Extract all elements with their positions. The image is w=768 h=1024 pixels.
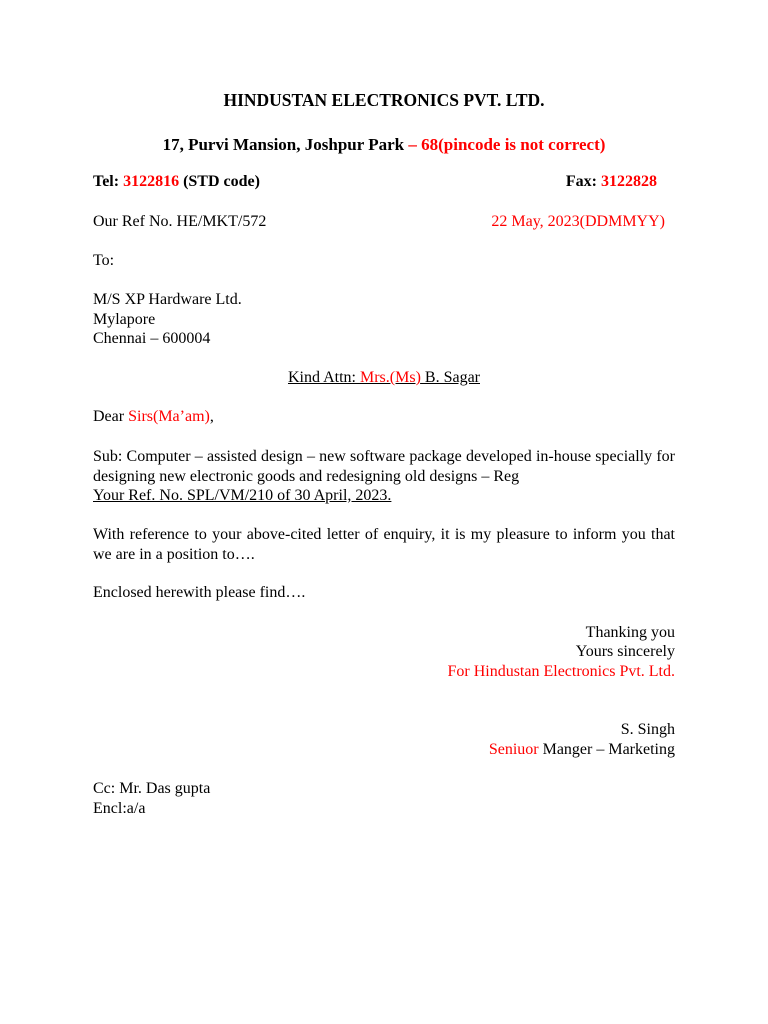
recipient-city: Chennai – 600004 bbox=[93, 330, 211, 347]
to-label: To: bbox=[93, 252, 115, 269]
reference-row bbox=[93, 212, 665, 232]
enclosure-line: Encl:a/a bbox=[93, 800, 146, 817]
signatory-designation bbox=[93, 740, 675, 760]
company-title: HINDUSTAN ELECTRONICS PVT. LTD. bbox=[223, 90, 545, 110]
address-text: 17, Purvi Mansion, Joshpur Park bbox=[162, 135, 405, 154]
subject-reference: Your Ref. No. SPL/VM/210 of 30 April, 2023. bbox=[93, 487, 392, 504]
fax-number: 3122828 bbox=[601, 173, 657, 190]
contact-row bbox=[93, 172, 657, 192]
body-paragraph-2: Enclosed herewith please find…. bbox=[93, 584, 306, 601]
tel-label: Tel: bbox=[93, 173, 124, 190]
designation-prefix: Seniuor bbox=[488, 741, 539, 758]
our-ref: Our Ref No. HE/MKT/572 bbox=[93, 213, 267, 230]
tel-number: 3122816 bbox=[123, 173, 180, 190]
company-address bbox=[0, 135, 768, 155]
salutation-suffix: , bbox=[209, 408, 214, 425]
fax-label: Fax: bbox=[565, 173, 601, 190]
closing-thanks: Thanking you bbox=[585, 624, 675, 641]
salutation-prefix: Dear bbox=[93, 408, 129, 425]
recipient-area: Mylapore bbox=[93, 311, 156, 328]
signatory-name: S. Singh bbox=[620, 721, 675, 738]
body-paragraph-1: With reference to your above-cited letter of enquiry, it is my pleasure to inform you that we are in a position to…. bbox=[93, 526, 675, 563]
recipient-name: M/S XP Hardware Ltd. bbox=[93, 291, 242, 308]
closing-company: For Hindustan Electronics Pvt. Ltd. bbox=[447, 663, 675, 680]
pincode-correction: – 68(pincode is not correct) bbox=[404, 135, 606, 154]
tel-line bbox=[93, 172, 260, 192]
salutation bbox=[93, 407, 675, 427]
designation-rest: Manger – Marketing bbox=[538, 741, 675, 758]
tel-suffix: (STD code) bbox=[179, 173, 260, 190]
attn-name: B. Sagar bbox=[420, 369, 480, 386]
salutation-word: Sirs(Ma’am) bbox=[128, 408, 210, 425]
closing-yours: Yours sincerely bbox=[575, 643, 675, 660]
attn-label: Kind Attn: bbox=[287, 369, 360, 386]
kind-attention bbox=[0, 368, 768, 388]
attn-title: Mrs.(Ms) bbox=[360, 369, 421, 386]
cc-line: Cc: Mr. Das gupta bbox=[93, 780, 211, 797]
letter-date: 22 May, 2023(DDMMYY) bbox=[491, 213, 665, 230]
subject-text: Sub: Computer – assisted design – new software package developed in-house specially for designing new electronic goods and redesigning old designs – Reg bbox=[93, 448, 675, 485]
fax-line bbox=[566, 172, 657, 192]
